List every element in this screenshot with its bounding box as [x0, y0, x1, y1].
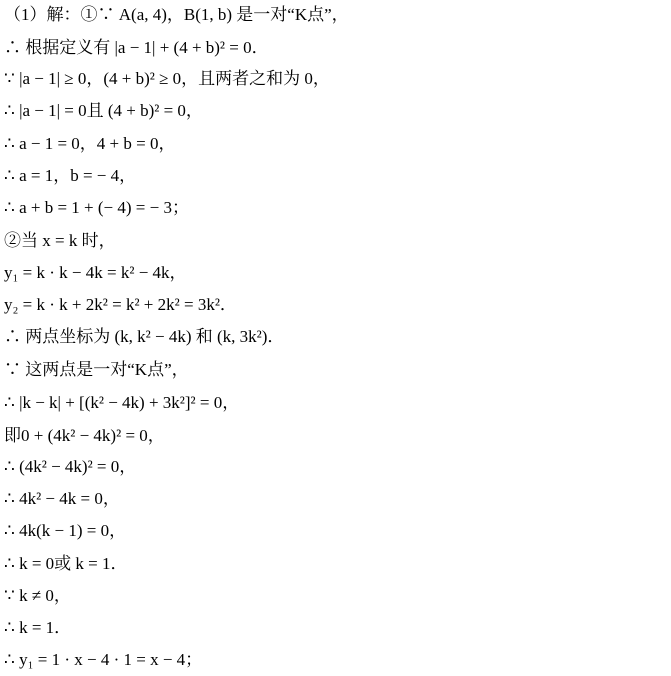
solution-line-12: ∵ 这两点是一对“K点”， [4, 360, 189, 379]
solution-line-8: ②当 x = k 时， [4, 231, 116, 250]
solution-line-13: ∴ |k − k| + [(k² − 4k) + 3k²]² = 0， [4, 393, 240, 412]
solution-line-11: ∴ 两点坐标为 (k, k² − 4k) 和 (k, 3k²)． [4, 327, 285, 346]
solution-line-3: ∵ |a − 1| ≥ 0，(4 + b)² ≥ 0，且两者之和为 0， [4, 69, 330, 88]
solution-line-16: ∴ 4k² − 4k = 0， [4, 489, 120, 508]
solution-line-5: ∴ a − 1 = 0，4 + b = 0， [4, 134, 176, 153]
solution-line-6: ∴ a = 1，b = − 4， [4, 166, 137, 185]
solution-line-10: y₂ = k · k + 2k² = k² + 2k² = 3k²． [4, 295, 237, 314]
solution-line-2: ∴ 根据定义有 |a − 1| + (4 + b)² = 0． [4, 38, 269, 57]
solution-line-15: ∴ (4k² − 4k)² = 0， [4, 457, 137, 476]
solution-line-7: ∴ a + b = 1 + (− 4) = − 3； [4, 198, 189, 217]
solution-line-20: ∴ k = 1． [4, 618, 72, 637]
solution-line-21: ∴ y₁ = 1 · x − 4 · 1 = x − 4； [4, 650, 203, 669]
solution-line-19: ∵ k ≠ 0， [4, 586, 71, 605]
solution-line-14: 即0 + (4k² − 4k)² = 0， [4, 426, 165, 445]
solution-line-9: y₁ = k · k − 4k = k² − 4k， [4, 263, 187, 282]
solution-line-1: （1）解：①∵ A(a, 4)，B(1, b) 是一对“K点”， [4, 5, 349, 24]
solution-line-4: ∴ |a − 1| = 0且 (4 + b)² = 0， [4, 101, 203, 120]
solution-line-17: ∴ 4k(k − 1) = 0， [4, 521, 127, 540]
solution-line-18: ∴ k = 0或 k = 1． [4, 554, 128, 573]
